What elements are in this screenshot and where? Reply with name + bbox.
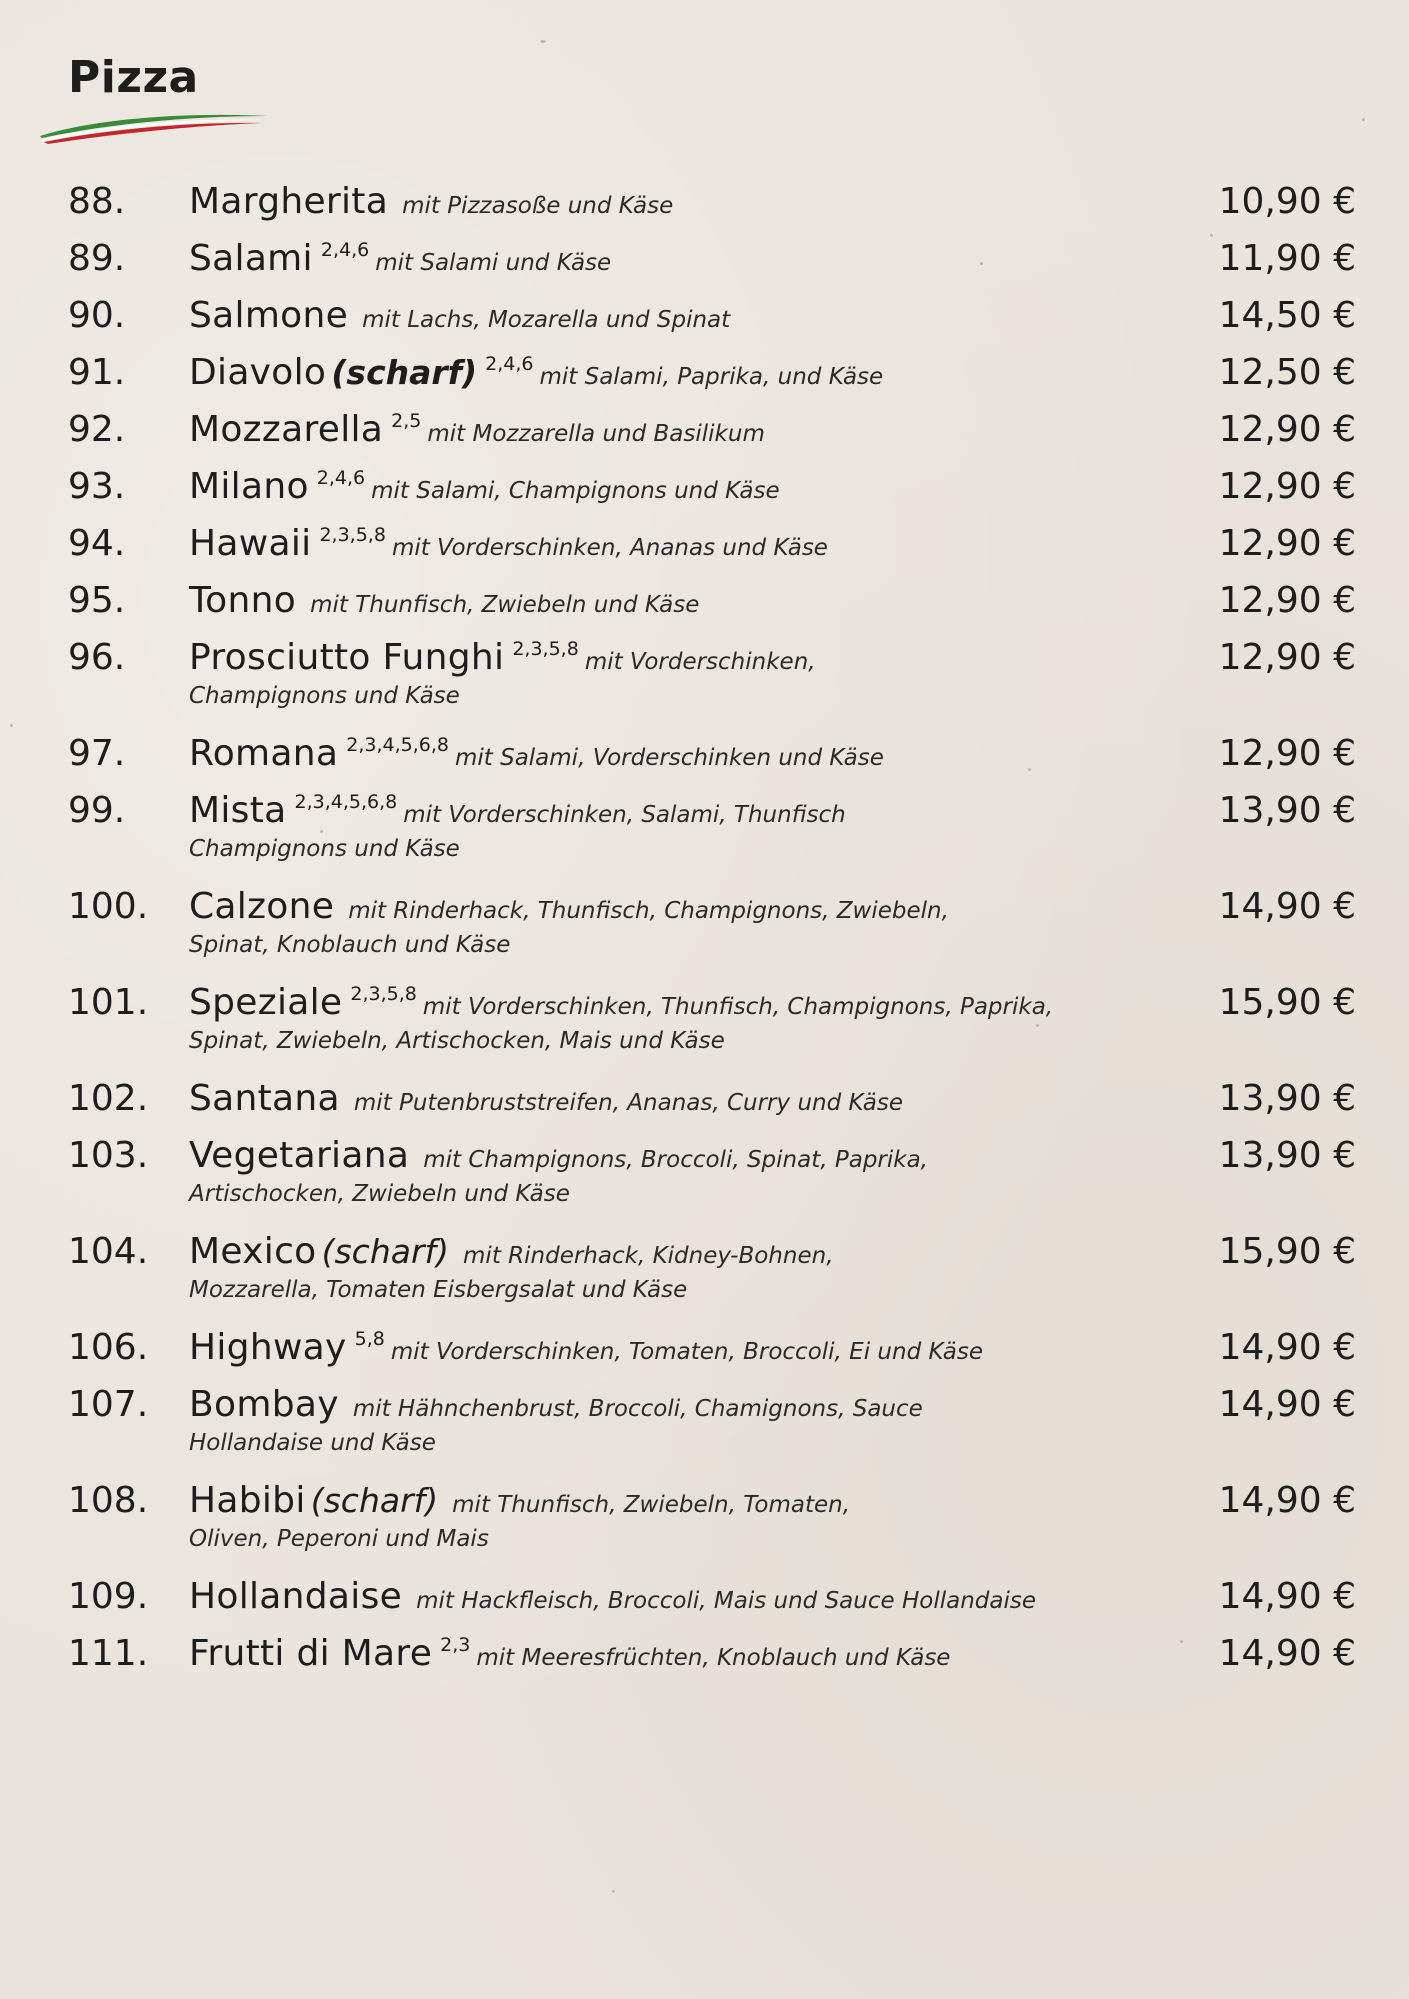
item-price: 13,90 € — [1218, 1078, 1356, 1119]
item-line-1 — [189, 1230, 1149, 1274]
item-number: 89. — [68, 238, 126, 279]
item-number: 96. — [68, 637, 126, 678]
item-line-1 — [189, 351, 1149, 395]
item-description: mit Salami und Käse — [375, 250, 612, 276]
item-additives: 2,4,6 — [485, 353, 534, 375]
item-price: 12,50 € — [1218, 352, 1356, 393]
item-number: 108. — [68, 1480, 149, 1521]
item-body — [189, 1383, 1149, 1459]
item-additives: 2,3,5,8 — [319, 524, 386, 546]
item-description: mit Lachs, Mozarella und Spinat — [362, 307, 731, 333]
paper-speck — [1180, 1640, 1183, 1643]
item-number: 104. — [68, 1231, 149, 1272]
item-description: mit Hackfleisch, Broccoli, Mais und Sauce Hollandaise — [416, 1588, 1036, 1614]
item-number: 91. — [68, 352, 126, 393]
item-body — [189, 351, 1149, 395]
item-price: 14,90 € — [1218, 1480, 1356, 1521]
item-name: Diavolo — [189, 352, 327, 393]
item-number: 88. — [68, 181, 126, 222]
item-body — [189, 1575, 1149, 1619]
item-price: 14,90 € — [1218, 886, 1356, 927]
item-description: mit Pizzasoße und Käse — [402, 193, 674, 219]
item-price: 10,90 € — [1218, 181, 1356, 222]
item-number: 100. — [68, 886, 149, 927]
item-number: 107. — [68, 1384, 149, 1425]
item-line-1 — [189, 237, 1149, 281]
item-description: mit Vorderschinken, Ananas und Käse — [391, 535, 828, 561]
item-body — [189, 981, 1149, 1057]
item-body — [189, 1134, 1149, 1210]
item-name: Margherita — [189, 181, 389, 222]
item-body — [189, 1077, 1149, 1121]
item-line-1 — [189, 294, 1149, 338]
item-body — [189, 636, 1149, 712]
item-price: 14,90 € — [1218, 1576, 1356, 1617]
item-name: Santana — [189, 1078, 340, 1119]
item-number: 90. — [68, 295, 126, 336]
item-line-1 — [189, 522, 1149, 566]
item-number: 102. — [68, 1078, 149, 1119]
item-name: Bombay — [189, 1384, 339, 1425]
item-additives: 2,4,6 — [316, 467, 366, 489]
item-additives: 2,3,5,8 — [350, 983, 417, 1005]
item-number: 103. — [68, 1135, 149, 1176]
item-name-spicy-note: (scharf) — [331, 353, 478, 392]
item-name-spicy-note: (scharf) — [310, 1481, 439, 1520]
item-name: Romana — [189, 733, 339, 774]
item-name: Salami — [189, 238, 313, 279]
item-description: mit Mozzarella und Basilikum — [427, 421, 765, 447]
item-body — [189, 522, 1149, 566]
item-body — [189, 885, 1149, 961]
item-price: 11,90 € — [1218, 238, 1356, 279]
item-price: 12,90 € — [1218, 466, 1356, 507]
item-description-continued: Champignons und Käse — [189, 683, 460, 709]
item-price: 14,50 € — [1218, 295, 1356, 336]
item-name: Mozzarella — [189, 409, 384, 450]
item-name: Highway — [189, 1327, 347, 1368]
item-description: mit Putenbruststreifen, Ananas, Curry und Käse — [353, 1090, 903, 1116]
item-line-1 — [189, 180, 1149, 224]
item-line-1 — [189, 981, 1149, 1025]
item-name: Salmone — [189, 295, 349, 336]
item-name: Calzone — [189, 886, 335, 927]
item-additives: 5,8 — [354, 1328, 385, 1350]
item-price: 14,90 € — [1218, 1327, 1356, 1368]
paper-speck — [1362, 118, 1365, 121]
item-name: Tonno — [189, 580, 297, 621]
item-description: mit Champignons, Broccoli, Spinat, Paprika, — [423, 1147, 928, 1173]
item-body — [189, 579, 1149, 623]
item-price: 13,90 € — [1218, 790, 1356, 831]
item-price: 14,90 € — [1218, 1633, 1356, 1674]
item-line-1 — [189, 1326, 1149, 1370]
item-number: 95. — [68, 580, 126, 621]
item-price: 15,90 € — [1218, 1231, 1356, 1272]
item-body — [189, 1326, 1149, 1370]
item-description: mit Salami, Paprika, und Käse — [539, 364, 884, 390]
item-name: Habibi — [189, 1480, 306, 1521]
item-description-continued: Artischocken, Zwiebeln und Käse — [189, 1181, 570, 1207]
item-line-1 — [189, 1077, 1149, 1121]
item-name: Frutti di Mare — [189, 1633, 433, 1674]
item-description: mit Thunfisch, Zwiebeln, Tomaten, — [452, 1492, 851, 1518]
item-name: Prosciutto Funghi — [189, 637, 505, 678]
item-additives: 2,5 — [391, 410, 422, 432]
item-line-1 — [189, 579, 1149, 623]
item-additives: 2,3,4,5,6,8 — [294, 791, 398, 813]
item-description: mit Thunfisch, Zwiebeln und Käse — [310, 592, 700, 618]
paper-speck — [10, 724, 13, 727]
item-additives: 2,3,5,8 — [512, 638, 579, 660]
item-number: 106. — [68, 1327, 149, 1368]
item-name: Hawaii — [189, 523, 312, 564]
item-line-1 — [189, 1383, 1149, 1427]
item-name: Mista — [189, 790, 287, 831]
item-additives: 2,4,6 — [320, 239, 370, 261]
item-line-1 — [189, 732, 1149, 776]
item-body — [189, 408, 1149, 452]
item-name: Milano — [189, 466, 309, 507]
item-body — [189, 294, 1149, 338]
item-body — [189, 1230, 1149, 1306]
item-line-1 — [189, 1632, 1149, 1676]
item-number: 111. — [68, 1633, 149, 1674]
item-description: mit Salami, Champignons und Käse — [371, 478, 780, 504]
item-line-1 — [189, 885, 1149, 929]
item-description-continued: Mozzarella, Tomaten Eisbergsalat und Käse — [189, 1277, 688, 1303]
item-description-continued: Spinat, Zwiebeln, Artischocken, Mais und Käse — [189, 1028, 725, 1054]
item-description-continued: Spinat, Knoblauch und Käse — [189, 932, 511, 958]
item-name: Speziale — [189, 982, 343, 1023]
item-price: 12,90 € — [1218, 637, 1356, 678]
item-number: 109. — [68, 1576, 149, 1617]
item-description-continued: Hollandaise und Käse — [189, 1430, 436, 1456]
item-number: 92. — [68, 409, 126, 450]
item-line-1 — [189, 465, 1149, 509]
item-description: mit Hähnchenbrust, Broccoli, Chamignons, Sauce — [352, 1396, 923, 1422]
item-line-1 — [189, 789, 1149, 833]
item-line-1 — [189, 1479, 1149, 1523]
item-name: Mexico — [189, 1231, 317, 1272]
section-title: Pizza — [68, 52, 199, 103]
item-body — [189, 237, 1149, 281]
item-additives: 2,3 — [440, 1634, 471, 1656]
item-number: 94. — [68, 523, 126, 564]
item-price: 13,90 € — [1218, 1135, 1356, 1176]
item-name: Hollandaise — [189, 1576, 403, 1617]
item-name: Vegetariana — [189, 1135, 410, 1176]
item-description: mit Vorderschinken, Tomaten, Broccoli, Ei und Käse — [390, 1339, 983, 1365]
item-description: mit Salami, Vorderschinken und Käse — [454, 745, 884, 771]
item-price: 15,90 € — [1218, 982, 1356, 1023]
paper-speck — [1210, 234, 1213, 237]
item-line-1 — [189, 1575, 1149, 1619]
item-line-1 — [189, 636, 1149, 680]
item-description-continued: Oliven, Peperoni und Mais — [189, 1526, 489, 1552]
item-body — [189, 180, 1149, 224]
paper-speck — [612, 1890, 615, 1893]
item-price: 12,90 € — [1218, 733, 1356, 774]
item-body — [189, 789, 1149, 865]
item-price: 14,90 € — [1218, 1384, 1356, 1425]
item-description: mit Vorderschinken, Salami, Thunfisch — [403, 802, 846, 828]
item-number: 97. — [68, 733, 126, 774]
item-description: mit Vorderschinken, Thunfisch, Champignons, Paprika, — [422, 994, 1054, 1020]
item-name-spicy-note: (scharf) — [321, 1232, 450, 1271]
item-description: mit Meeresfrüchten, Knoblauch und Käse — [476, 1645, 951, 1671]
item-line-1 — [189, 408, 1149, 452]
item-description: mit Rinderhack, Thunfisch, Champignons, Zwiebeln, — [348, 898, 949, 924]
italian-flag-swoosh-icon — [38, 108, 270, 148]
item-body — [189, 1479, 1149, 1555]
item-description: mit Rinderhack, Kidney-Bohnen, — [463, 1243, 834, 1269]
item-number: 101. — [68, 982, 149, 1023]
item-line-1 — [189, 1134, 1149, 1178]
item-number: 93. — [68, 466, 126, 507]
item-description-continued: Champignons und Käse — [189, 836, 460, 862]
item-body — [189, 465, 1149, 509]
item-description: mit Vorderschinken, — [584, 649, 816, 675]
item-price: 12,90 € — [1218, 409, 1356, 450]
item-number: 99. — [68, 790, 126, 831]
paper-speck — [540, 40, 546, 43]
item-price: 12,90 € — [1218, 580, 1356, 621]
item-additives: 2,3,4,5,6,8 — [346, 734, 449, 756]
item-body — [189, 732, 1149, 776]
item-price: 12,90 € — [1218, 523, 1356, 564]
item-body — [189, 1632, 1149, 1676]
